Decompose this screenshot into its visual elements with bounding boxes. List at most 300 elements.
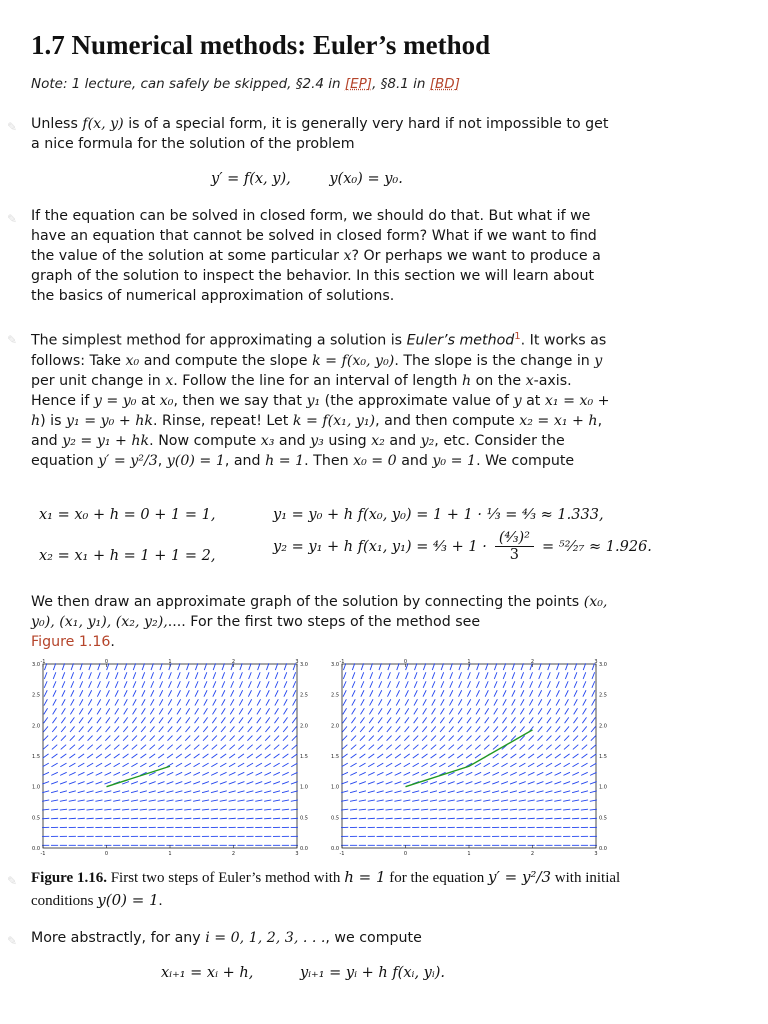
slope-segment <box>114 745 119 750</box>
slope-segment <box>492 782 499 784</box>
slope-segment <box>503 672 506 679</box>
slope-segment <box>510 772 517 775</box>
slope-segment <box>255 782 262 784</box>
paragraph-euler <box>7 327 613 471</box>
y-tick-label-left: 1.0 <box>331 784 339 791</box>
text: . <box>158 893 163 909</box>
slope-segment <box>528 772 535 775</box>
slope-segment <box>70 736 75 741</box>
slope-segment <box>484 763 490 767</box>
slope-segment <box>361 681 364 688</box>
slope-segment <box>369 745 374 750</box>
slope-segment <box>538 717 542 723</box>
slope-segment <box>176 763 182 767</box>
x-tick-label-bottom: 3 <box>594 851 598 857</box>
slope-segment <box>475 763 481 767</box>
slope-segment <box>132 726 137 732</box>
slope-segment <box>283 754 289 758</box>
text: , then we say that <box>173 392 307 409</box>
slope-segment <box>572 791 579 793</box>
math: y₃ <box>310 432 324 449</box>
slope-segment <box>387 717 391 723</box>
slope-segment <box>538 736 543 741</box>
text: , we compute <box>325 930 422 946</box>
slope-segment <box>465 800 472 801</box>
slope-segment <box>441 672 444 679</box>
slope-segment <box>412 772 419 775</box>
y-tick-label-left: 0.5 <box>331 815 339 822</box>
slope-segment <box>275 672 278 679</box>
edit-pencil-icon[interactable]: ✎ <box>7 120 18 134</box>
slope-segment <box>583 681 586 688</box>
slope-segment <box>43 736 48 741</box>
slope-segment <box>150 736 155 741</box>
slope-segment <box>115 699 118 705</box>
slope-segment <box>448 791 455 793</box>
slope-segment <box>503 708 507 714</box>
slope-segment <box>159 726 164 732</box>
slope-segment <box>78 800 85 801</box>
slope-segment <box>169 681 172 688</box>
slope-segment <box>211 809 218 810</box>
slope-segment <box>264 809 271 810</box>
slope-segment <box>221 717 225 723</box>
slope-segment <box>475 745 480 750</box>
equation-general <box>161 965 445 981</box>
slope-segment <box>106 699 109 705</box>
slope-segment <box>195 717 199 723</box>
slope-segment <box>581 800 588 801</box>
slope-segment <box>273 763 279 767</box>
slope-segment <box>266 681 269 688</box>
slope-segment <box>194 763 200 767</box>
slope-segment <box>528 782 535 784</box>
slope-segment <box>395 736 400 741</box>
slope-segment <box>556 681 559 688</box>
math: y₂ = y₁ + h f(x₁, y₁) = ⁴⁄₃ + 1 · <box>273 538 487 555</box>
slope-segment <box>265 763 271 767</box>
slope-segment <box>528 791 535 793</box>
x-tick-label-top: 0 <box>403 659 408 665</box>
slope-segment <box>193 809 200 810</box>
slope-segment <box>574 699 577 705</box>
text: -axis. Hence if <box>31 372 572 409</box>
slope-segment <box>43 754 49 758</box>
slope-segment <box>563 809 570 810</box>
slope-segment <box>238 791 245 793</box>
slope-segment <box>213 699 216 705</box>
text: ? Or perhaps we want to produce a graph of the solution to inspect the behavior. In this section we will learn about the basics of numerical approximation of solutions. <box>31 248 601 304</box>
slope-segment <box>61 745 66 750</box>
math: x <box>525 372 534 389</box>
slope-segment <box>360 717 364 723</box>
slope-segment <box>563 782 570 784</box>
ref-bd-link[interactable]: [BD] <box>429 76 460 92</box>
slope-segment <box>450 672 453 679</box>
slope-segment <box>80 672 83 679</box>
slope-segment <box>151 690 154 696</box>
slope-segment <box>377 791 384 793</box>
x-tick-label-bottom: 0 <box>104 851 109 857</box>
slope-segment <box>457 818 464 819</box>
slope-segment <box>166 818 173 819</box>
slope-segment <box>247 772 254 775</box>
slope-segment <box>195 681 198 688</box>
slope-segment <box>51 818 58 819</box>
slope-segment <box>230 736 235 741</box>
slope-segment <box>97 708 101 714</box>
slope-segment <box>582 736 587 741</box>
slope-segment <box>555 745 560 750</box>
slope-segment <box>341 818 348 819</box>
slope-segment <box>457 754 463 758</box>
math: x₀ = 0 <box>353 452 397 469</box>
slope-segment <box>176 754 182 758</box>
slope-segment <box>203 726 208 732</box>
slope-segment <box>537 800 544 801</box>
slope-segment <box>114 736 119 741</box>
slope-segment <box>159 736 164 741</box>
y-tick-label-right: 1.0 <box>300 784 308 791</box>
slope-segment <box>247 736 252 741</box>
slope-segment <box>159 708 163 714</box>
slope-segment <box>51 800 58 801</box>
slope-segment <box>150 708 154 714</box>
slope-segment <box>238 800 245 801</box>
slope-segment <box>387 699 390 705</box>
slope-segment <box>397 681 400 688</box>
slope-field <box>341 663 597 845</box>
slope-segment <box>537 772 544 775</box>
slope-segment <box>291 754 297 758</box>
y-tick-label-right: 0.0 <box>599 846 607 852</box>
slope-segment <box>370 681 373 688</box>
text: . We compute <box>476 452 575 469</box>
slope-segment <box>51 809 58 810</box>
slope-segment <box>510 754 516 758</box>
slope-segment <box>492 772 499 775</box>
slope-segment <box>71 699 74 705</box>
slope-segment <box>231 672 234 679</box>
slope-segment <box>423 690 426 696</box>
slope-segment <box>360 736 365 741</box>
slope-segment <box>378 708 382 714</box>
slope-segment <box>538 690 541 696</box>
slope-segment <box>60 772 67 775</box>
slope-segment <box>448 763 454 767</box>
slope-segment <box>396 708 400 714</box>
slope-segment <box>184 791 191 793</box>
text: at <box>136 392 160 409</box>
slope-segment <box>547 708 551 714</box>
slope-segment <box>105 754 111 758</box>
slope-segment <box>78 809 85 810</box>
slope-segment <box>528 818 535 819</box>
slope-segment <box>282 818 289 819</box>
slope-segment <box>592 690 595 696</box>
ref-ep-link[interactable]: [EP] <box>344 76 373 92</box>
math: x <box>165 372 174 389</box>
slope-segment <box>432 672 435 679</box>
slope-segment <box>377 763 383 767</box>
slope-segment <box>386 754 392 758</box>
slope-segment <box>493 726 498 732</box>
slope-segment <box>202 791 209 793</box>
slope-segment <box>71 672 74 679</box>
slope-segment <box>448 754 454 758</box>
slope-segment <box>115 717 119 723</box>
slope-segment <box>96 754 102 758</box>
slope-segment <box>370 699 373 705</box>
slope-segment <box>537 791 544 793</box>
slope-segment <box>441 699 444 705</box>
slope-segment <box>230 726 235 732</box>
slope-segment <box>248 681 251 688</box>
slope-segment <box>160 681 163 688</box>
slope-segment <box>240 681 243 688</box>
slope-segment <box>193 791 200 793</box>
x-tick-label-bottom: -1 <box>339 851 345 857</box>
slope-segment <box>546 782 553 784</box>
slope-segment <box>114 754 120 758</box>
slope-segment <box>141 726 146 732</box>
slope-segment <box>212 736 217 741</box>
euler-method-term: Euler’s method <box>406 332 515 349</box>
slope-segment <box>106 726 111 732</box>
slope-segment <box>485 690 488 696</box>
slope-segment <box>159 717 163 723</box>
slope-segment <box>237 809 244 810</box>
slope-segment <box>396 699 399 705</box>
slope-segment <box>62 699 65 705</box>
slope-segment <box>591 708 595 714</box>
text: . Follow the line for an interval of length <box>173 372 462 389</box>
slope-segment <box>80 690 83 696</box>
slope-segment <box>95 818 102 819</box>
slope-segment <box>231 681 234 688</box>
slope-segment <box>359 772 366 775</box>
math-fxy: f(x, y) <box>82 116 124 132</box>
slope-segment <box>423 681 426 688</box>
slope-segment <box>528 809 535 810</box>
slope-segment <box>477 672 480 679</box>
math: x₂ = x₁ + h = 1 + 1 = 2, <box>39 548 216 564</box>
slope-segment <box>202 772 209 775</box>
slope-segment <box>465 809 472 810</box>
slope-segment <box>413 754 419 758</box>
slope-segment <box>257 690 260 696</box>
slope-segment <box>565 690 568 696</box>
slope-segment <box>60 800 67 801</box>
slope-segment <box>423 672 426 679</box>
slope-segment <box>284 672 287 679</box>
footnote-link[interactable]: 1 <box>514 331 521 342</box>
slope-segment <box>555 772 562 775</box>
slope-segment <box>203 736 208 741</box>
slope-segment <box>563 791 570 793</box>
slope-segment <box>168 699 171 705</box>
slope-segment <box>266 708 270 714</box>
slope-segment <box>264 818 271 819</box>
slope-segment <box>583 690 586 696</box>
slope-segment <box>483 818 490 819</box>
slope-segment <box>510 763 516 767</box>
edit-pencil-icon[interactable]: ✎ <box>7 874 18 888</box>
slope-segment <box>293 681 296 688</box>
slope-segment <box>476 708 480 714</box>
slope-segment <box>431 754 437 758</box>
slope-segment <box>405 717 409 723</box>
math: y₁ = y₀ + h f(x₀, y₀) = 1 + 1 · ⅓ = ⁴⁄₃ ≈ 1.333, <box>273 507 604 523</box>
math: y = y₀ <box>93 392 137 409</box>
slope-segment <box>274 754 280 758</box>
slope-segment <box>545 791 552 793</box>
slope-segment <box>476 681 479 688</box>
math: y₁ = y₀ + hk <box>66 412 153 429</box>
slope-segment <box>494 690 497 696</box>
slope-segment <box>52 717 56 723</box>
figure-link[interactable]: Figure 1.16 <box>31 634 111 650</box>
slope-segment <box>273 800 280 801</box>
slope-segment <box>403 818 410 819</box>
slope-segment <box>519 800 526 801</box>
slope-segment <box>519 754 525 758</box>
slope-segment <box>275 690 278 696</box>
slope-segment <box>386 782 393 784</box>
slope-segment <box>86 809 93 810</box>
slope-segment <box>124 681 127 688</box>
y-tick-label-left: 3.0 <box>331 662 339 668</box>
slope-segment <box>167 791 174 793</box>
slope-segment <box>538 699 541 705</box>
slope-segment <box>458 699 461 705</box>
slope-segment <box>274 726 279 732</box>
slope-segment <box>352 681 355 688</box>
slope-segment <box>484 745 489 750</box>
math: y₂ = y₁ + hk <box>62 432 150 449</box>
figure-caption <box>7 866 621 912</box>
slope-segment <box>368 809 375 810</box>
slope-segment <box>212 745 217 750</box>
slope-segment <box>592 672 595 679</box>
slope-segment <box>521 672 524 679</box>
slope-segment <box>572 818 579 819</box>
y-tick-label-right: 3.0 <box>300 662 308 668</box>
slope-segment <box>501 772 508 775</box>
slope-segment <box>132 717 136 723</box>
slope-segment <box>361 690 364 696</box>
slope-segment <box>142 699 145 705</box>
slope-segment <box>440 745 445 750</box>
slope-segment <box>483 791 490 793</box>
equation-step2-x <box>39 548 215 564</box>
slope-segment <box>185 736 190 741</box>
slope-segment <box>379 690 382 696</box>
slope-segment <box>221 726 226 732</box>
slope-segment <box>512 672 515 679</box>
slope-segment <box>133 699 136 705</box>
slope-segment <box>404 763 410 767</box>
slope-segment <box>457 772 464 775</box>
slope-segment <box>142 681 145 688</box>
math: y₂ <box>420 432 435 449</box>
slope-segment <box>422 754 428 758</box>
slope-segment <box>368 818 375 819</box>
slope-segment <box>386 745 391 750</box>
slope-segment <box>231 690 234 696</box>
slope-segment <box>485 681 488 688</box>
slope-segment <box>501 782 508 784</box>
slope-segment <box>229 763 235 767</box>
slope-segment <box>412 818 419 819</box>
slope-segment <box>266 690 269 696</box>
slope-segment <box>166 809 173 810</box>
slope-segment <box>377 818 384 819</box>
slope-segment <box>158 791 165 793</box>
slope-segment <box>141 708 145 714</box>
x-tick-label-bottom: 2 <box>231 851 236 857</box>
slope-segment <box>405 690 408 696</box>
edit-pencil-icon[interactable]: ✎ <box>7 333 18 347</box>
slope-segment <box>88 726 93 732</box>
slope-segment <box>545 818 552 819</box>
slope-segment <box>166 800 173 801</box>
y-tick-label-right: 2.0 <box>599 723 607 730</box>
slope-segment <box>378 726 383 732</box>
equation-step1-x <box>39 507 215 523</box>
slope-segment <box>87 745 92 750</box>
slope-segment <box>440 717 444 723</box>
slope-segment <box>529 736 534 741</box>
slope-segment <box>403 809 410 810</box>
slope-segment <box>414 717 418 723</box>
slope-segment <box>105 772 112 775</box>
edit-pencil-icon[interactable]: ✎ <box>7 212 18 226</box>
slope-segment <box>583 699 586 705</box>
slope-segment <box>378 699 381 705</box>
slope-segment <box>177 717 181 723</box>
slope-segment <box>412 809 419 810</box>
edit-pencil-icon[interactable]: ✎ <box>7 934 18 948</box>
slope-segment <box>351 726 356 732</box>
slope-segment <box>519 818 526 819</box>
slope-segment <box>247 763 253 767</box>
slope-segment <box>62 681 65 688</box>
slope-segment <box>248 699 251 705</box>
slope-segment <box>211 754 217 758</box>
slope-segment <box>359 809 366 810</box>
slope-segment <box>95 791 102 793</box>
slope-segment <box>395 782 402 784</box>
slope-segment <box>238 782 245 784</box>
slope-segment <box>439 763 445 767</box>
slope-segment <box>511 708 515 714</box>
slope-segment <box>256 763 262 767</box>
slope-segment <box>512 690 515 696</box>
euler-approximation-line <box>107 766 171 786</box>
slope-segment <box>78 782 85 784</box>
slope-segment <box>98 681 101 688</box>
slope-segment <box>255 809 262 810</box>
slope-segment <box>158 782 165 784</box>
slope-segment <box>194 726 199 732</box>
slope-segment <box>572 809 579 810</box>
slope-segment <box>122 800 129 801</box>
slope-segment <box>539 672 542 679</box>
slope-segment <box>88 699 91 705</box>
slope-segment <box>292 736 297 741</box>
slope-segment <box>265 736 270 741</box>
